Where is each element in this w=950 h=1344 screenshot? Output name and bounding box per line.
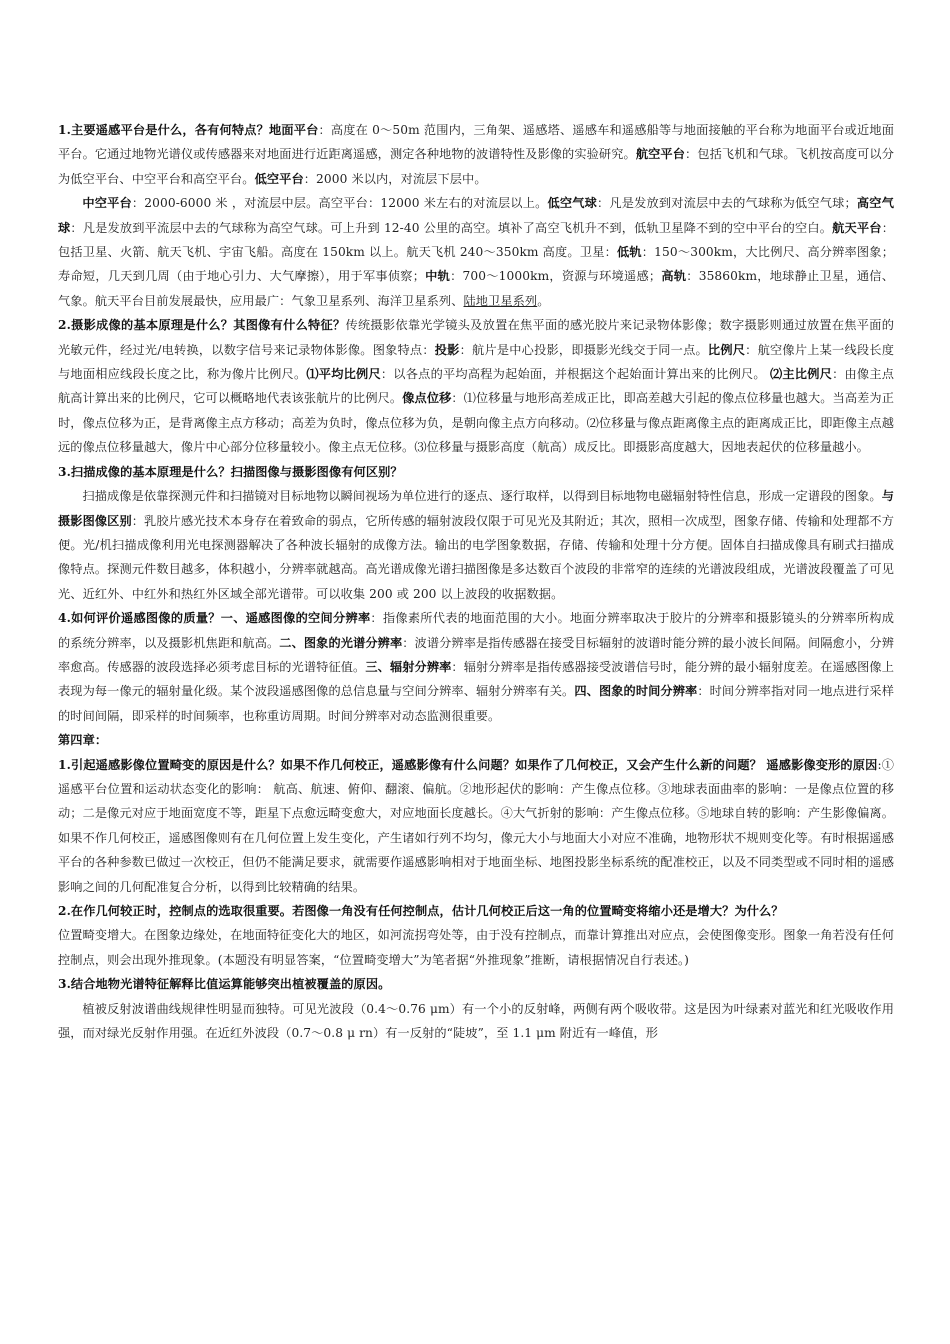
text-run: 传统摄影依靠光学镜头及放置在焦平面的感光胶片来记录物体影像；数字摄影则通过放置在焦平面的光敏元件，经过光/电转换，以数字信号来记录物体影像。图象特点： <box>58 318 894 357</box>
text-run: ：时间分辨率指对同一地点进行采样的时间间隔，即采样的时间频率，也称重访周期。时间分辨率对动态监测很重要。 <box>58 684 895 723</box>
paragraph-ch4-q3-answer <box>58 997 894 1046</box>
chapter-heading-4 <box>58 728 894 752</box>
bold-term: 四、图象的时间分辨率 <box>574 684 698 699</box>
bold-term: 一、遥感图像的空间分辨率 <box>220 611 371 626</box>
text-run: 植被反射波谱曲线规律性明显而独特。可见光波段（0.4～0.76 μm）有一个小的反射峰，两侧有两个吸收带。这是因为叶绿素对蓝光和红光吸收作用强，而对绿光反射作用强。在近红外波段（0.7～0.8 μ rn）有一反射的“陡坡”，至 1.1 μm 附近有一峰值，形 <box>58 1001 894 1041</box>
bold-term: 投影 <box>434 342 460 357</box>
text-run: 扫描成像是依靠探测元件和扫描镜对目标地物以瞬间视场为单位进行的逐点、逐行取样，以得到目标地物电磁辐射特性信息，形成一定谱段的图象。 <box>82 489 882 504</box>
text-run: ：2000-6000 米 ，对流层中层。高空平台：12000 米左右的对流层以上。 <box>131 196 548 211</box>
text-run: 陆地卫星系列 <box>463 293 538 308</box>
text-run: ：包括卫星、火箭、航天飞机、宇宙飞船。高度在 150km 以上。航天飞机 240～350km 高度。卫星： <box>58 220 894 260</box>
paragraph-q4-quality <box>58 606 894 728</box>
text-run: ：150～300km，大比例尺、高分辨率图象；寿命短，几天到几周（由于地心引力、大气摩擦），用于军事侦察； <box>58 245 894 284</box>
text-run: ：高度在 0～50m 范围内，三角架、遥感塔、遥感车和遥感船等与地面接触的平台称为地面平台或近地面平台。它通过地物光谱仪或传感器来对地面进行近距离遥感，测定各种地物的波谱特性及影像的实验研究。 <box>58 123 895 162</box>
bold-term: 航天平台 <box>832 220 882 235</box>
text-run: 位置畸变增大。在图象边缘处，在地面特征变化大的地区，如河流拐弯处等，由于没有控制点，而靠计算推出对应点，会使图像变形。图象一角若没有任何控制点，则会出现外推现象。(本题没有明显答案，“位置畸变增大”为笔者据“外推现象”推断，请根据情况自行表述。) <box>58 928 894 967</box>
heading-ch4-q2-control-points <box>58 899 894 923</box>
bold-term: 高空气球 <box>58 196 894 235</box>
text-run: ：乳胶片感光技术本身存在着致命的弱点，它所传感的辐射波段仅限于可见光及其附近；其次，照相一次成型，图象存储、传输和处理都不方便。光/机扫描成像利用光电探测器解决了各种波长辐射的成像方法。输出的电学图象数据，存储、传输和处理十分方便。固体自扫描成像具有刷式扫描成像特点。探测元件数目越多，体积越小，分辨率就越高。高光谱成像光谱扫描图像是多达数百个波段的非常窄的连续的光谱波段组成，光谱波段覆盖了可见光、近红外、中红外和热红外区域全部光谱带。可以收集 200 或 200 以上波段的收据数据。 <box>58 513 894 601</box>
text-run: ：辐射分辨率是指传感器接受波谱信号时，能分辨的最小辐射度差。在遥感图像上表现为每一像元的辐射量化级。某个波段遥感图像的总信息量与空间分辨率、辐射分辨率有关。 <box>58 659 894 699</box>
bold-term: 二、图象的光谱分辨率 <box>279 635 403 650</box>
bold-term: 3.结合地物光谱特征解释比值运算能够突出植被覆盖的原因。 <box>58 977 391 992</box>
text-run: ：指像素所代表的地面范围的大小。地面分辨率取决于胶片的分辨率和摄影镜头的分辨率所构成的系统分辨率，以及摄影机焦距和航高。 <box>58 611 895 650</box>
bold-term: 高轨 <box>661 269 687 284</box>
text-run: ：凡是发放到对流层中去的气球称为低空气球； <box>597 196 857 211</box>
text-run: ：2000 米以内，对流层下层中。 <box>303 171 487 186</box>
text-run: ：航片是中心投影，即摄影光线交于同一点。 <box>459 342 708 357</box>
bold-term: 3.扫描成像的基本原理是什么？扫描图像与摄影图像有何区别？ <box>58 464 403 479</box>
bold-term: 4.如何评价遥感图像的质量？ <box>58 611 221 626</box>
bold-term: 2.摄影成像的基本原理是什么？其图像有什么特征？ <box>58 318 346 333</box>
bold-term: 第四章： <box>58 733 108 748</box>
bold-term: 与摄影图像区别 <box>58 489 894 528</box>
bold-term: 低空平台 <box>254 171 304 186</box>
bold-term: 比例尺 <box>707 342 746 357</box>
text-run: ：35860km，地球静止卫星，通信、气象。航天平台目前发展最快，应用最广：气象卫星系列、海洋卫星系列、 <box>58 269 895 308</box>
bold-term: 中空平台 <box>82 196 132 211</box>
bold-term: ⑴平均比例尺 <box>306 367 381 382</box>
bold-term: 航空平台 <box>635 147 686 162</box>
paragraph-q1-continued <box>58 191 894 313</box>
bold-term: 低空气球 <box>547 196 597 211</box>
bold-term: 低轨 <box>617 245 642 260</box>
paragraph-q3-answer <box>58 484 894 606</box>
text-run: ：700～1000km，资源与环境遥感； <box>450 269 662 284</box>
paragraph-ch4-q2-answer <box>58 923 894 972</box>
bold-term: 像点位移 <box>402 391 452 406</box>
text-run: ：⑴位移量与地形高差成正比，即高差越大引起的像点位移量也越大。当高差为正时，像点位移为正，是背离像主点方移动；高差为负时，像点位移为负，是朝向像主点方向移动。⑵位移量与像点距离像主点的距离成正比，即距像主点越远的像点位移量越大，像片中心部分位移量较小。像主点无位移。⑶位移量与摄影高度（航高）成反比。即摄影高度越大，因地表起伏的位移量越小。 <box>58 391 894 455</box>
bold-term: 1.主要遥感平台是什么，各有何特点？ <box>58 123 270 137</box>
bold-term: 地面平台 <box>269 123 319 137</box>
text-run: 。 <box>537 293 550 308</box>
text-run: ：凡是发放到平流层中去的气球称为高空气球。可上升到 12-40 公里的高空。填补了高空飞机升不到，低轨卫星降不到的空中平台的空白。 <box>70 220 833 235</box>
bold-term: ⑵主比例尺 <box>769 367 833 382</box>
text-run: ：由像主点航高计算出来的比例尺，它可以概略地代表该张航片的比例尺。 <box>58 367 895 406</box>
paragraph-q1-platforms <box>58 118 894 191</box>
bold-term: 2.在作几何较正时，控制点的选取很重要。若图像一角没有任何控制点，估计几何校正后这一角的位置畸变将缩小还是增大？为什么？ <box>58 904 784 918</box>
text-run: :①遥感平台位置和运动状态变化的影响： 航高、航速、俯仰、翻滚、偏航。②地形起伏的影响：产生像点位移。③地球表面曲率的影响：一是像点位置的移动；二是像元对应于地面宽度不等，距星下点愈远畸变愈大，对应地面长度越长。④大气折射的影响：产生像点位移。⑤地球自转的影响：产生影像偏离。如果不作几何校正，遥感图像则有在几何位置上发生变化，产生诸如行列不均匀，像元大小与地面大小对应不准确，地物形状不规则变化等。有时根据遥感平台的各种参数已做过一次校正，但仍不能满足要求，就需要作遥感影响相对于地面坐标、地图投影坐标系统的配准校正，以及不同类型或不同时相的遥感影响之间的几何配准复合分析，以得到比较精确的结果。 <box>58 757 894 894</box>
text-run: ：波谱分辨率是指传感器在接受目标辐射的波谱时能分辨的最小波长间隔。间隔愈小，分辨率愈高。传感器的波段选择必须考虑目标的光谱特征值。 <box>58 635 895 674</box>
heading-q3-scanning <box>58 460 894 484</box>
bold-term: 中轨 <box>425 269 451 284</box>
text-run: ：以各点的平均高程为起始面，并根据这个起始面计算出来的比例尺。 <box>380 367 770 382</box>
text-run: ：航空像片上某一线段长度与地面相应线段长度之比，称为像片比例尺。 <box>58 342 895 382</box>
bold-term: 三、辐射分辨率 <box>365 659 452 674</box>
heading-ch4-q3-ratio <box>58 972 894 996</box>
text-run: ：包括飞机和气球。飞机按高度可以分为低空平台、中空平台和高空平台。 <box>58 147 895 186</box>
bold-term: 1.引起遥感影像位置畸变的原因是什么？如果不作几何校正，遥感影像有什么问题？如果作了几何校正，又会产生什么新的问题？ 遥感影像变形的原因 <box>58 757 878 772</box>
paragraph-q2-photography <box>58 313 894 459</box>
paragraph-ch4-q1-distortion <box>58 753 894 899</box>
